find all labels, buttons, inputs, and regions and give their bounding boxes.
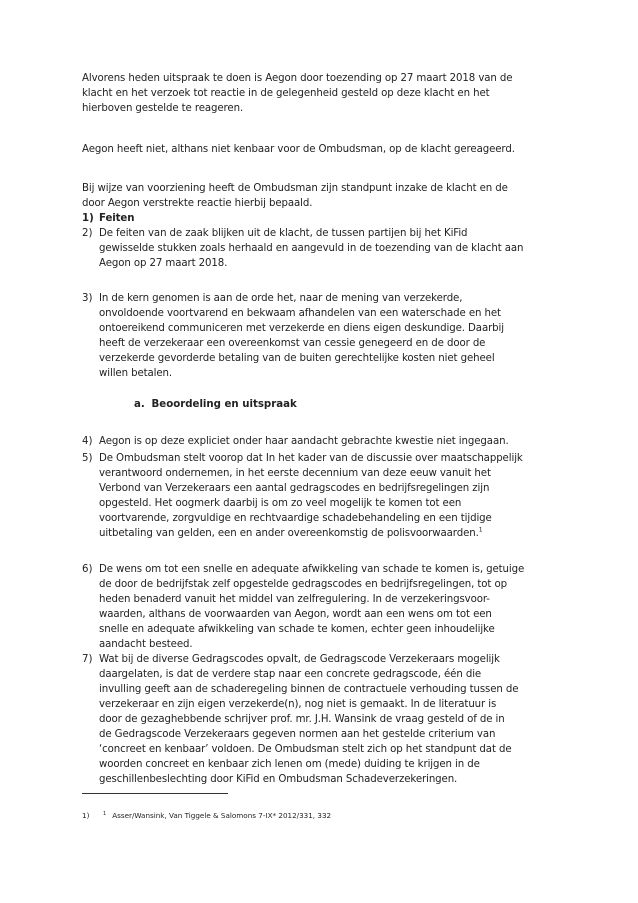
list-item-line: Aegon op 27 maart 2018. xyxy=(99,258,228,269)
footnote-separator xyxy=(82,793,228,794)
list-item-line: De Ombudsman stelt voorop dat In het kader van de discussie over maatschappelijk xyxy=(99,453,523,464)
provision-paragraph-line: Bij wijze van voorziening heeft de Ombudsman zijn standpunt inzake de klacht en de xyxy=(82,183,508,194)
list-item-line: de door de bedrijfstak zelf opgestelde gedragscodes en bedrijfsregelingen, tot op xyxy=(99,579,507,590)
list-item-line: invulling geeft aan de schaderegeling binnen de contractuele verhouding tussen de xyxy=(99,684,519,695)
list-item-line: verzekeraar en zijn eigen verzekerde(n), nog niet is gemaakt. In de literatuur is xyxy=(99,699,497,710)
list-item-line xyxy=(99,526,482,541)
section-title: Beoordeling en uitspraak xyxy=(151,399,297,410)
list-number: 3) xyxy=(82,293,93,304)
list-number: 6) xyxy=(82,564,93,575)
section-heading-feiten: Feiten xyxy=(99,213,135,224)
list-item-line: verantwoord ondernemen, in het eerste decennium van deze eeuw vanuit het xyxy=(99,468,491,479)
list-item-line: daargelaten, is dat de verdere stap naar een concrete gedragscode, één die xyxy=(99,669,482,680)
list-item-line: ontoereikend communiceren met verzekerde en diens eigen deskundige. Daarbij xyxy=(99,323,504,334)
list-item-line: voortvarende, zorgvuldige en rechtvaardige schadebehandeling en een tijdige xyxy=(99,513,492,524)
list-item-line: heden benaderd vanuit het middel van zelfregulering. In de verzekeringsvoor- xyxy=(99,594,490,605)
list-item-line: ‘concreet en kenbaar’ voldoen. De Ombudsman stelt zich op het standpunt dat de xyxy=(99,744,512,755)
list-item-line: opgesteld. Het oogmerk daarbij is om zo veel mogelijk te komen tot een xyxy=(99,498,462,509)
list-item-line: aandacht besteed. xyxy=(99,639,193,650)
list-item-line: woorden concreet en kenbaar zich lenen om (mede) duiding te krijgen in de xyxy=(99,759,480,770)
list-number: 1) xyxy=(82,213,94,224)
footnote-text: Asser/Wansink, Van Tiggele & Salomons 7-IX* 2012/331, 332 xyxy=(112,811,332,820)
list-item-line: Aegon is op deze expliciet onder haar aandacht gebrachte kwestie niet ingegaan. xyxy=(99,436,509,447)
intro-paragraph-line: Alvorens heden uitspraak te doen is Aegon door toezending op 27 maart 2018 van de xyxy=(82,73,513,84)
footnote-reference[interactable]: 1 xyxy=(478,526,483,534)
list-item-line: willen betalen. xyxy=(99,368,173,379)
list-number: 4) xyxy=(82,436,93,447)
list-number: 2) xyxy=(82,228,93,239)
footnote-number: 1) xyxy=(82,811,90,820)
list-item-line: De feiten van de zaak blijken uit de klacht, de tussen partijen bij het KiFid xyxy=(99,228,468,239)
list-item-line: In de kern genomen is aan de orde het, naar de mening van verzekerde, xyxy=(99,293,463,304)
list-item-line: De wens om tot een snelle en adequate afwikkeling van schade te komen is, getuige xyxy=(99,564,525,575)
list-item-text: uitbetaling van gelden, een en ander overeenkomstig de polisvoorwaarden. xyxy=(99,528,479,539)
list-item-line: verzekerde gevorderde betaling van de buiten gerechtelijke kosten niet geheel xyxy=(99,353,495,364)
list-item-line: onvoldoende voortvarend en bekwaam afhandelen van een waterschade en het xyxy=(99,308,501,319)
list-item-line: geschillenbeslechting door KiFid en Ombudsman Schadeverzekeringen. xyxy=(99,774,458,785)
footnote xyxy=(82,809,331,821)
list-number: 5) xyxy=(82,453,93,464)
intro-paragraph-line: klacht en het verzoek tot reactie in de gelegenheid gesteld op deze klacht en het xyxy=(82,88,490,99)
list-item-line: Wat bij de diverse Gedragscodes opvalt, de Gedragscode Verzekeraars mogelijk xyxy=(99,654,500,665)
provision-paragraph-line: door Aegon verstrekte reactie hierbij bepaald. xyxy=(82,198,313,209)
list-item-line: snelle en adequate afwikkeling van schade te komen, echter geen inhoudelijke xyxy=(99,624,495,635)
section-heading-beoordeling xyxy=(134,397,297,412)
aegon-response-paragraph: Aegon heeft niet, althans niet kenbaar voor de Ombudsman, op de klacht gereageerd. xyxy=(82,144,515,155)
intro-paragraph-line: hierboven gestelde te reageren. xyxy=(82,103,244,114)
list-item-line: waarden, althans de voorwaarden van Aegon, wordt aan een wens om tot een xyxy=(99,609,492,620)
list-item-line: door de gezaghebbende schrijver prof. mr. J.H. Wansink de vraag gesteld of de in xyxy=(99,714,505,725)
list-item-line: heeft de verzekeraar een overeenkomst van cessie genegeerd en de door de xyxy=(99,338,486,349)
footnote-superscript: 1 xyxy=(103,811,107,817)
list-item-line: gewisselde stukken zoals herhaald en aangevuld in de toezending van de klacht aan xyxy=(99,243,524,254)
section-label: a. xyxy=(134,399,145,410)
list-number: 7) xyxy=(82,654,93,665)
list-item-line: Verbond van Verzekeraars een aantal gedragscodes en bedrijfsregelingen zijn xyxy=(99,483,490,494)
list-item-line: de Gedragscode Verzekeraars gegeven normen aan het gestelde criterium van xyxy=(99,729,496,740)
